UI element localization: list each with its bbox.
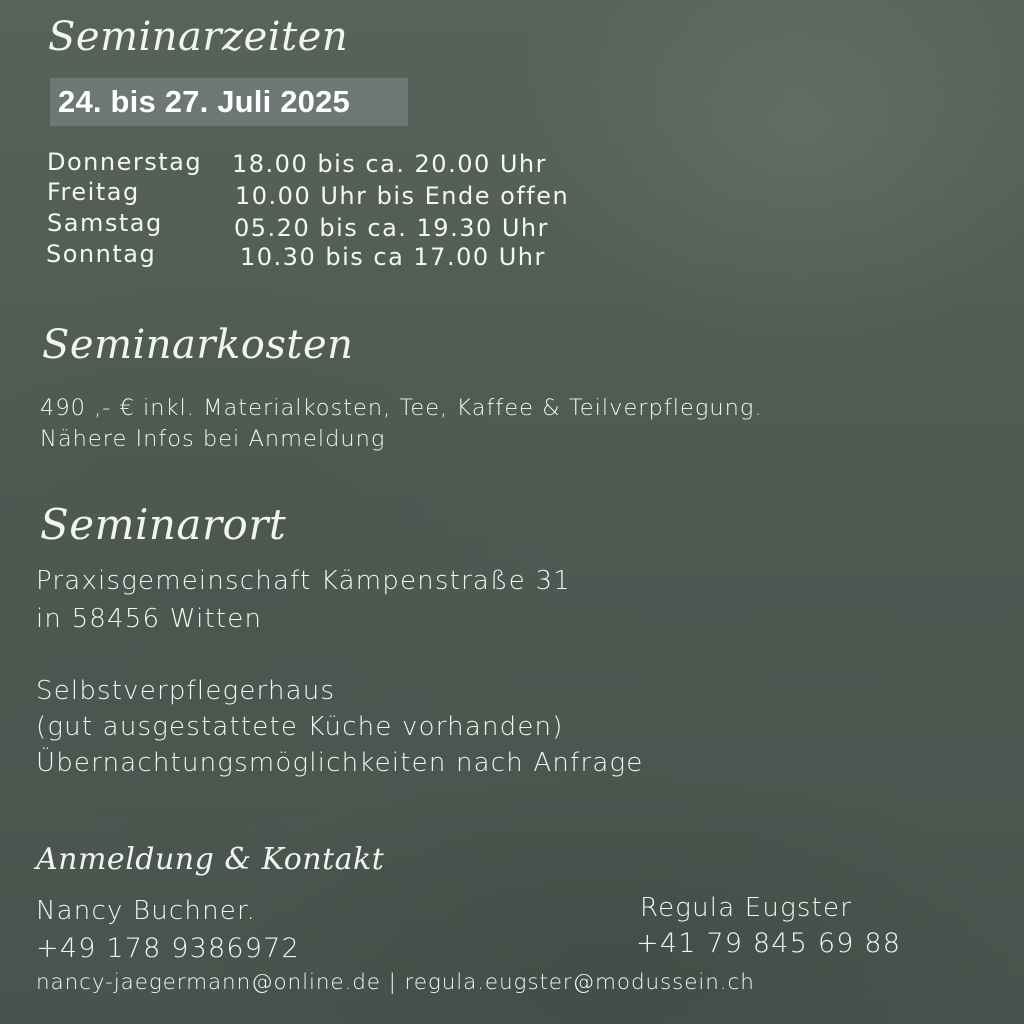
schedule-day: Samstag bbox=[47, 209, 163, 237]
house-line: Selbstverpflegerhaus bbox=[36, 676, 336, 706]
schedule-time: 18.00 bis ca. 20.00 Uhr bbox=[232, 150, 548, 178]
schedule-time: 10.00 Uhr bis Ende offen bbox=[235, 182, 570, 210]
cost-line: 490 ,- € inkl. Materialkosten, Tee, Kaffee & Teilverpflegung. bbox=[40, 395, 763, 421]
schedule-time: 05.20 bis ca. 19.30 Uhr bbox=[234, 214, 550, 242]
contact1-name: Nancy Buchner. bbox=[36, 896, 256, 926]
contact1-phone: +49 178 9386972 bbox=[36, 933, 300, 964]
contact2-name: Regula Eugster bbox=[640, 893, 853, 923]
schedule-day: Sonntag bbox=[46, 240, 157, 268]
schedule-day: Freitag bbox=[47, 178, 140, 206]
schedule-time: 10.30 bis ca 17.00 Uhr bbox=[240, 243, 546, 271]
house-overnight-line: Übernachtungsmöglichkeiten nach Anfrage bbox=[36, 748, 644, 778]
cost-info-line: Nähere Infos bei Anmeldung bbox=[40, 426, 386, 452]
address-line: Praxisgemeinschaft Kämpenstraße 31 bbox=[36, 566, 571, 596]
heading-seminarkosten: Seminarkosten bbox=[42, 322, 354, 368]
contact-emails: nancy-jaegermann@online.de | regula.eugster@modussein.ch bbox=[36, 970, 755, 995]
heading-kontakt: Anmeldung & Kontakt bbox=[36, 842, 385, 877]
contact2-phone: +41 79 845 69 88 bbox=[636, 928, 902, 959]
heading-seminarzeiten: Seminarzeiten bbox=[48, 14, 349, 60]
schedule-day: Donnerstag bbox=[47, 148, 203, 176]
date-range-badge: 24. bis 27. Juli 2025 bbox=[50, 78, 408, 126]
address-city-line: in 58456 Witten bbox=[36, 604, 263, 634]
heading-seminarort: Seminarort bbox=[40, 500, 287, 549]
house-kitchen-line: (gut ausgestattete Küche vorhanden) bbox=[36, 712, 564, 742]
